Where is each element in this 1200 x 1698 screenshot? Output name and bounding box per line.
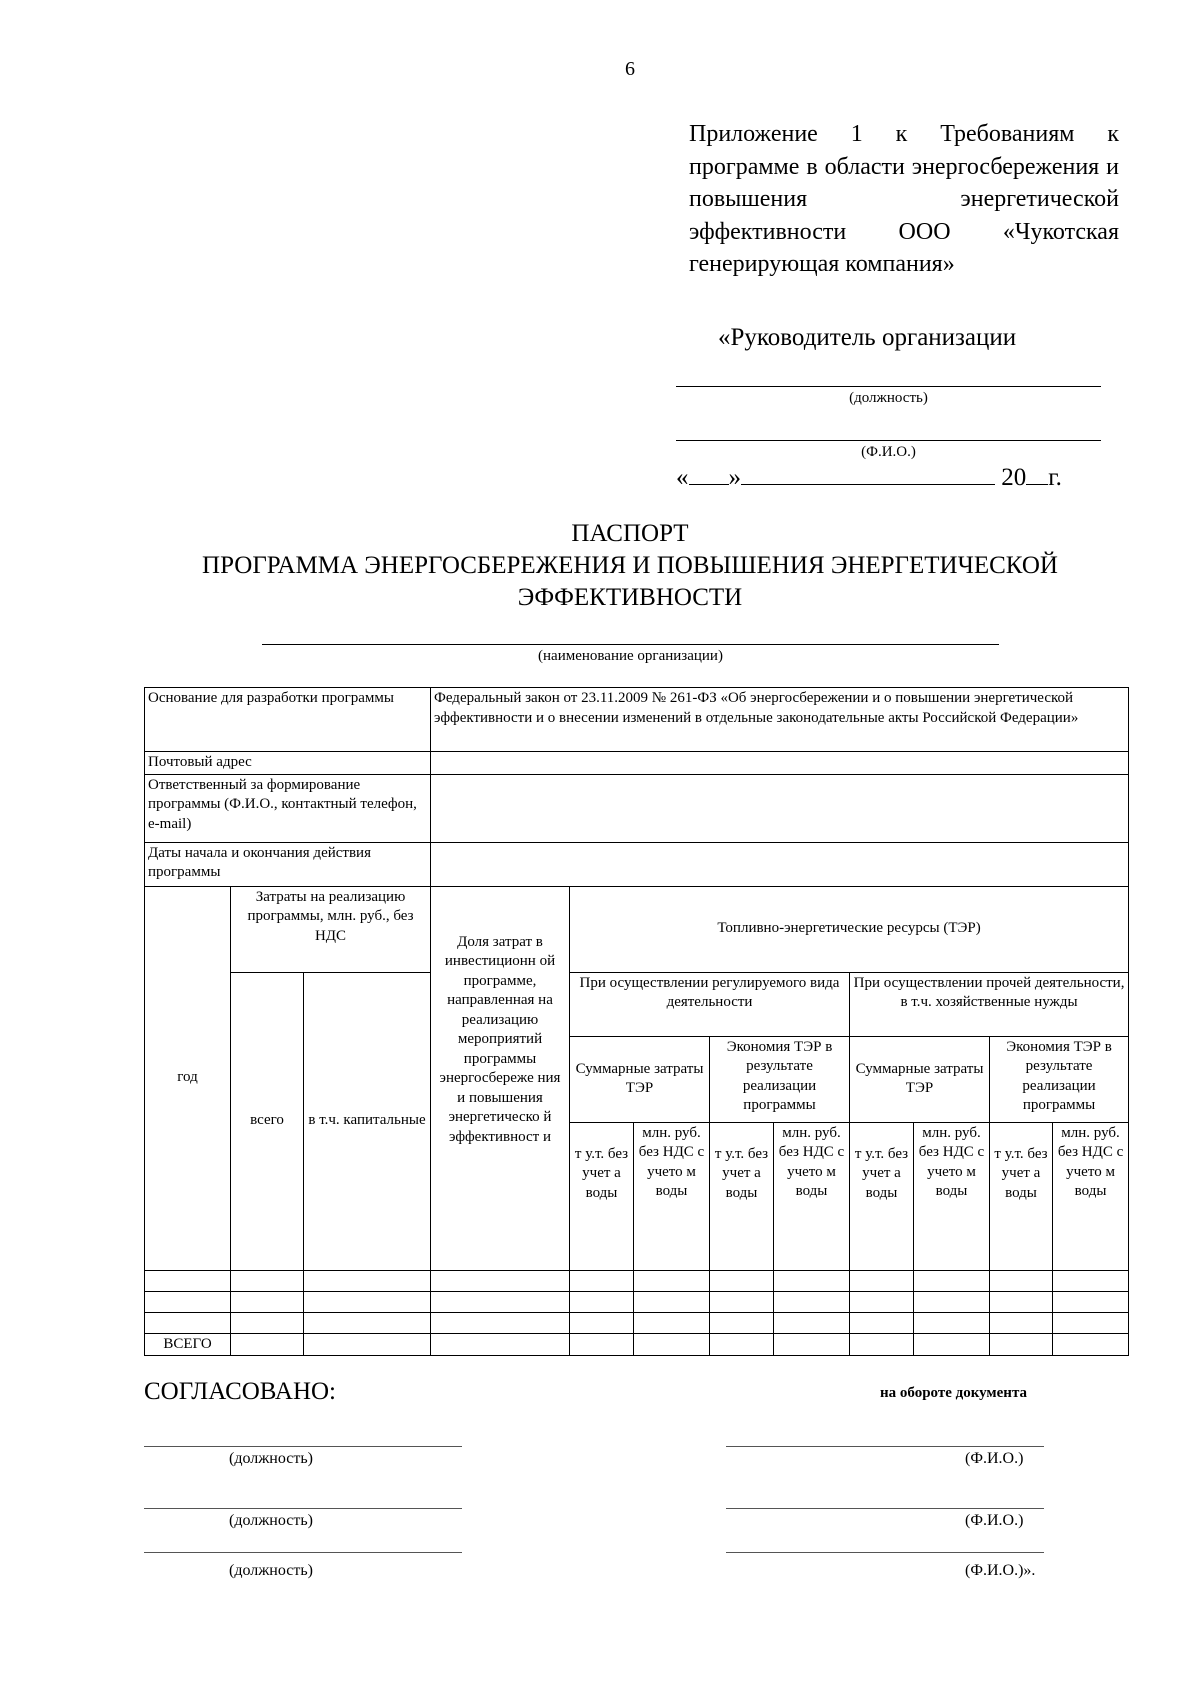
head-of-organization-label: «Руководитель организации xyxy=(718,324,1017,351)
row-label-responsible: Ответственный за формирование программы (Ф.И.О., контактный телефон, e-mail) xyxy=(145,774,431,842)
approval-position-caption-1: (должность) xyxy=(229,1450,313,1467)
approval-position-line-1 xyxy=(144,1446,462,1447)
approval-position-line-2 xyxy=(144,1508,462,1509)
table-row xyxy=(145,1291,1129,1312)
row-value-responsible xyxy=(431,774,1129,842)
row-value-postal-address xyxy=(431,752,1129,775)
approval-fio-caption-1: (Ф.И.О.) xyxy=(965,1450,1024,1467)
table-row xyxy=(145,752,1129,775)
approval-note: на обороте документа xyxy=(880,1385,1028,1401)
date-open-quote: « xyxy=(676,464,689,491)
table-row xyxy=(145,774,1129,842)
table-row xyxy=(145,842,1129,886)
position-signature-line xyxy=(676,386,1101,387)
header-regulated-economy-rub: млн. руб. без НДС с учето м воды xyxy=(774,1122,850,1270)
appendix-reference: Приложение 1 к Требованиям к программе в области энергосбережения и повышения энергетической эффективности ООО «Чукотская генерирующая компания» xyxy=(689,121,1119,277)
row-label-dates: Даты начала и окончания действия программы xyxy=(145,842,431,886)
header-regulated-sum-rub: млн. руб. без НДС с учето м воды xyxy=(634,1122,710,1270)
year-blank xyxy=(1026,462,1048,485)
date-close-quote: » xyxy=(728,464,741,491)
approval-fio-caption-3: (Ф.И.О.)». xyxy=(965,1562,1036,1579)
passport-title: ПАСПОРТ xyxy=(571,520,689,547)
header-costs: Затраты на реализацию программы, млн. руб., без НДС xyxy=(231,886,431,972)
header-other-sum-tut: т у.т. без учет а воды xyxy=(850,1122,914,1270)
header-other-sum: Суммарные затраты ТЭР xyxy=(850,1036,990,1122)
approval-title: СОГЛАСОВАНО: xyxy=(144,1378,337,1405)
passport-table xyxy=(144,687,1129,1356)
header-regulated-sum-tut: т у.т. без учет а воды xyxy=(570,1122,634,1270)
position-caption: (должность) xyxy=(849,390,928,406)
approval-position-line-3 xyxy=(144,1552,462,1553)
approval-fio-line-2 xyxy=(726,1508,1044,1509)
fio-signature-line xyxy=(676,440,1101,441)
month-blank xyxy=(741,462,995,485)
table-row xyxy=(145,688,1129,752)
header-ter: Топливно-энергетические ресурсы (ТЭР) xyxy=(570,886,1129,972)
program-title-line-1: ПРОГРАММА ЭНЕРГОСБЕРЕЖЕНИЯ И ПОВЫШЕНИЯ ЭНЕРГЕТИЧЕСКОЙ xyxy=(202,552,1058,579)
header-row-2 xyxy=(145,972,1129,1036)
header-total: всего xyxy=(231,972,304,1270)
header-other-activity: При осуществлении прочей деятельности, в т.ч. хозяйственные нужды xyxy=(850,972,1129,1036)
header-regulated-sum: Суммарные затраты ТЭР xyxy=(570,1036,710,1122)
fio-caption: (Ф.И.О.) xyxy=(861,444,916,460)
header-other-economy-rub: млн. руб. без НДС с учето м воды xyxy=(1053,1122,1129,1270)
approval-position-caption-3: (должность) xyxy=(229,1562,313,1579)
approval-fio-line-1 xyxy=(726,1446,1044,1447)
total-label: ВСЕГО xyxy=(145,1333,231,1356)
approval-fio-line-3 xyxy=(726,1552,1044,1553)
header-year: год xyxy=(145,886,231,1270)
row-value-dates xyxy=(431,842,1129,886)
header-other-sum-rub: млн. руб. без НДС с учето м воды xyxy=(914,1122,990,1270)
year-suffix: г. xyxy=(1048,464,1062,491)
row-value-basis: Федеральный закон от 23.11.2009 № 261-ФЗ «Об энергосбережении и о повышении энергетической эффективности и о внесении изменений в отдельные законодательные акты Российской Федерации» xyxy=(431,688,1129,752)
header-other-economy-tut: т у.т. без учет а воды xyxy=(990,1122,1053,1270)
total-row xyxy=(145,1333,1129,1356)
approval-position-caption-2: (должность) xyxy=(229,1512,313,1529)
organization-name-caption: (наименование организации) xyxy=(538,648,723,664)
header-other-economy: Экономия ТЭР в результате реализации программы xyxy=(990,1036,1129,1122)
header-regulated-economy-tut: т у.т. без учет а воды xyxy=(710,1122,774,1270)
page-number: 6 xyxy=(625,58,635,80)
year-prefix: 20 xyxy=(1001,464,1027,491)
header-regulated-economy: Экономия ТЭР в результате реализации программы xyxy=(710,1036,850,1122)
header-row-1 xyxy=(145,886,1129,972)
date-line xyxy=(676,462,1101,492)
table-row xyxy=(145,1312,1129,1333)
program-title-line-2: ЭФФЕКТИВНОСТИ xyxy=(517,584,743,611)
header-investment-share: Доля затрат в инвестиционн ой программе, направленная на реализацию мероприятий программы энергосбереже ния и повышения энергетическо й эффективност и xyxy=(431,886,570,1270)
approval-fio-caption-2: (Ф.И.О.) xyxy=(965,1512,1024,1529)
organization-name-line xyxy=(262,644,999,645)
day-blank xyxy=(689,462,729,485)
table-row xyxy=(145,1270,1129,1291)
header-regulated-activity: При осуществлении регулируемого вида деятельности xyxy=(570,972,850,1036)
row-label-postal-address: Почтовый адрес xyxy=(145,752,431,775)
header-capital: в т.ч. капитальные xyxy=(304,972,431,1270)
row-label-basis: Основание для разработки программы xyxy=(145,688,431,752)
